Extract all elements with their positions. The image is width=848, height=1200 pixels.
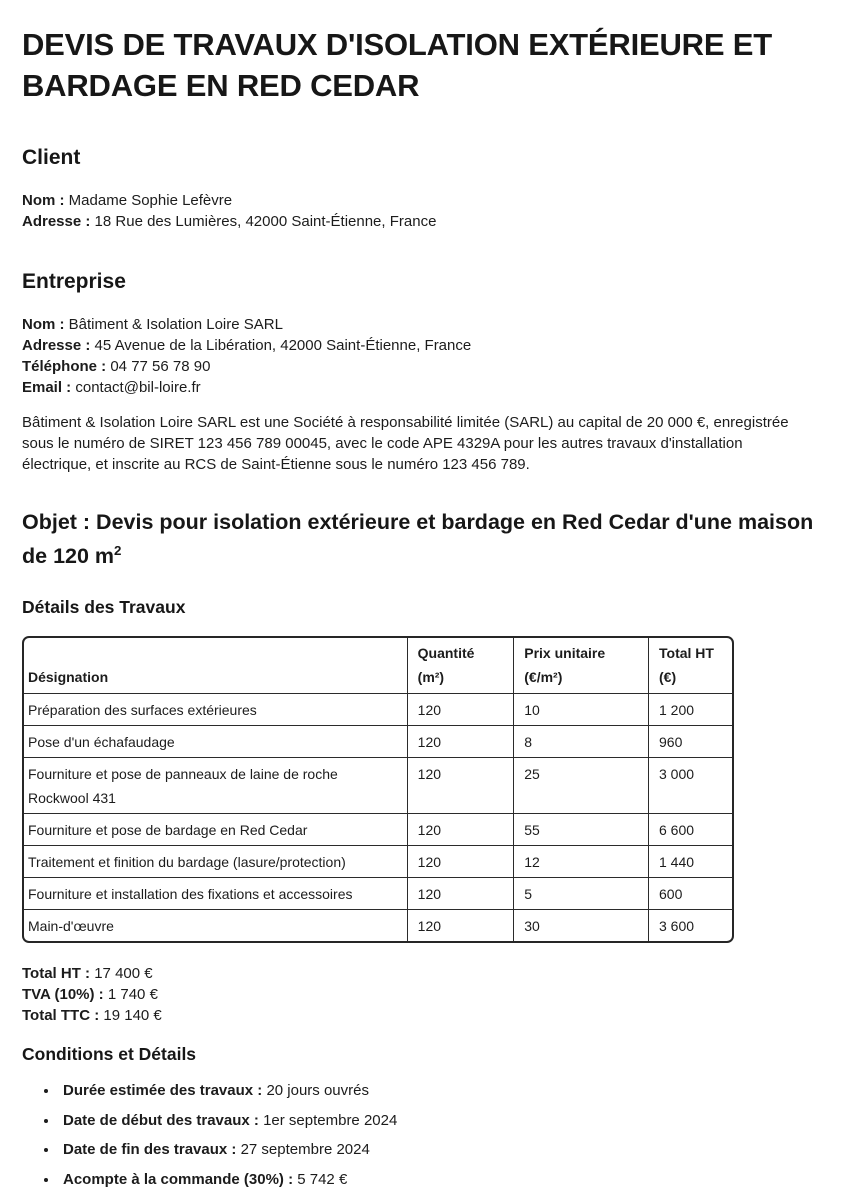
- condition-label: Date de début des travaux :: [63, 1111, 259, 1129]
- client-name-row: [22, 190, 828, 211]
- tva-label: TVA (10%) :: [22, 986, 104, 1003]
- condition-value: 5 742 €: [297, 1170, 348, 1188]
- condition-value: 20 jours ouvrés: [266, 1082, 369, 1099]
- condition-value: 27 septembre 2024: [240, 1141, 370, 1158]
- field-value: 45 Avenue de la Libération, 42000 Saint-Étienne, France: [94, 337, 472, 354]
- cell-designation: Pose d'un échafaudage: [24, 726, 407, 758]
- cell-quantite: 120: [407, 726, 514, 758]
- table-header-row: [24, 638, 732, 694]
- table-row: [24, 846, 732, 878]
- column-header-quantite: Quantité (m²): [407, 638, 514, 694]
- client-info: [22, 190, 828, 232]
- condition-label: Acompte à la commande (30%) :: [63, 1170, 294, 1188]
- table-row: [24, 758, 732, 814]
- page-title: DEVIS DE TRAVAUX D'ISOLATION EXTÉRIEURE ET BARDAGE EN RED CEDAR: [22, 27, 772, 103]
- entreprise-section-heading: Entreprise: [22, 270, 126, 293]
- table-row: [24, 814, 732, 846]
- cell-total-ht: 1 440: [649, 846, 733, 878]
- field-label: Adresse :: [22, 213, 91, 230]
- column-header-total-ht: Total HT (€): [649, 638, 733, 694]
- client-section-heading: Client: [22, 146, 81, 169]
- tva-line: [22, 984, 828, 1005]
- total-ttc-label: Total TTC :: [22, 1007, 100, 1024]
- entreprise-phone-row: [22, 356, 828, 377]
- cell-prix-unitaire: 12: [514, 846, 649, 878]
- cell-prix-unitaire: 8: [514, 726, 649, 758]
- field-value: Madame Sophie Lefèvre: [68, 192, 233, 209]
- field-label: Nom :: [22, 316, 65, 333]
- entreprise-name-row: [22, 314, 828, 335]
- cell-total-ht: 960: [649, 726, 733, 758]
- cell-total-ht: 1 200: [649, 694, 733, 726]
- list-item-date-fin: [59, 1139, 828, 1160]
- table-row: [24, 878, 732, 910]
- cell-quantite: 120: [407, 758, 514, 814]
- total-ht-line: [22, 963, 828, 984]
- entreprise-info: [22, 314, 828, 475]
- table-row: [24, 694, 732, 726]
- table-row: [24, 726, 732, 758]
- list-item-duree: [59, 1080, 828, 1101]
- cell-total-ht: 600: [649, 878, 733, 910]
- cell-designation: Fourniture et pose de bardage en Red Cedar: [24, 814, 407, 846]
- cell-quantite: 120: [407, 814, 514, 846]
- column-header-prix-unitaire: Prix unitaire (€/m²): [514, 638, 649, 694]
- details-heading: Détails des Travaux: [22, 597, 186, 617]
- cell-prix-unitaire: 30: [514, 910, 649, 942]
- field-label: Nom :: [22, 192, 65, 209]
- cell-designation: Préparation des surfaces extérieures: [24, 694, 407, 726]
- total-ht-label: Total HT :: [22, 965, 91, 982]
- cell-prix-unitaire: 5: [514, 878, 649, 910]
- table-row: [24, 910, 732, 942]
- client-address-row: [22, 211, 828, 232]
- entreprise-email-row: [22, 377, 828, 398]
- field-label: Adresse :: [22, 337, 91, 354]
- list-item-date-debut: [59, 1110, 828, 1131]
- field-label: Email :: [22, 379, 72, 396]
- list-item-acompte: [59, 1169, 828, 1190]
- cell-designation: Fourniture et pose de panneaux de laine de roche Rockwool 431: [24, 758, 407, 814]
- cell-total-ht: 6 600: [649, 814, 733, 846]
- superscript: 2: [114, 542, 122, 558]
- condition-label: Date de fin des travaux :: [63, 1141, 237, 1158]
- total-ht-value: 17 400 €: [94, 965, 153, 982]
- condition-value: 1er septembre 2024: [263, 1111, 398, 1129]
- cell-designation: Main-d'œuvre: [24, 910, 407, 942]
- column-header-designation: Désignation: [24, 638, 407, 694]
- cell-prix-unitaire: 25: [514, 758, 649, 814]
- total-ttc-line: [22, 1005, 828, 1026]
- conditions-heading: Conditions et Détails: [22, 1044, 197, 1064]
- cell-total-ht: 3 600: [659, 917, 695, 934]
- works-table: [24, 638, 732, 941]
- cell-quantite: 120: [407, 910, 514, 942]
- entreprise-description: Bâtiment & Isolation Loire SARL est une Société à responsabilité limitée (SARL) au capital de 20 000 €, enregistrée sous le numéro de SIRET 123 456 789 00045, avec le code APE 4329A pour les autres travaux d'installation électrique, et inscrite au RCS de Saint-Étienne sous le numéro 123 456 789.: [22, 414, 789, 473]
- field-value: 18 Rue des Lumières, 42000 Saint-Étienne, France: [94, 213, 437, 230]
- total-ttc-value: 19 140 €: [103, 1007, 162, 1024]
- field-value: 04 77 56 78 90: [110, 358, 211, 375]
- field-value: Bâtiment & Isolation Loire SARL: [68, 316, 283, 333]
- cell-quantite: 120: [407, 846, 514, 878]
- cell-quantite: 120: [407, 878, 514, 910]
- cell-prix-unitaire: 10: [514, 694, 649, 726]
- works-table-border: [22, 636, 734, 943]
- objet-heading-text: Objet : Devis pour isolation extérieure et bardage en Red Cedar d'une maison de 120 m: [22, 510, 814, 568]
- cell-quantite: 120: [407, 694, 514, 726]
- field-label: Téléphone :: [22, 358, 107, 375]
- condition-label: Durée estimée des travaux :: [63, 1082, 263, 1099]
- conditions-list: [22, 1080, 828, 1190]
- objet-heading: [22, 505, 817, 573]
- tva-value: 1 740 €: [107, 986, 158, 1003]
- cell-total-ht: 3 000: [649, 758, 733, 814]
- cell-designation: Fourniture et installation des fixations et accessoires: [24, 878, 407, 910]
- cell-prix-unitaire: 55: [514, 814, 649, 846]
- totals: [22, 963, 828, 1026]
- cell-designation: Traitement et finition du bardage (lasure/protection): [24, 846, 407, 878]
- entreprise-address-row: [22, 335, 828, 356]
- field-value: contact@bil-loire.fr: [75, 379, 201, 396]
